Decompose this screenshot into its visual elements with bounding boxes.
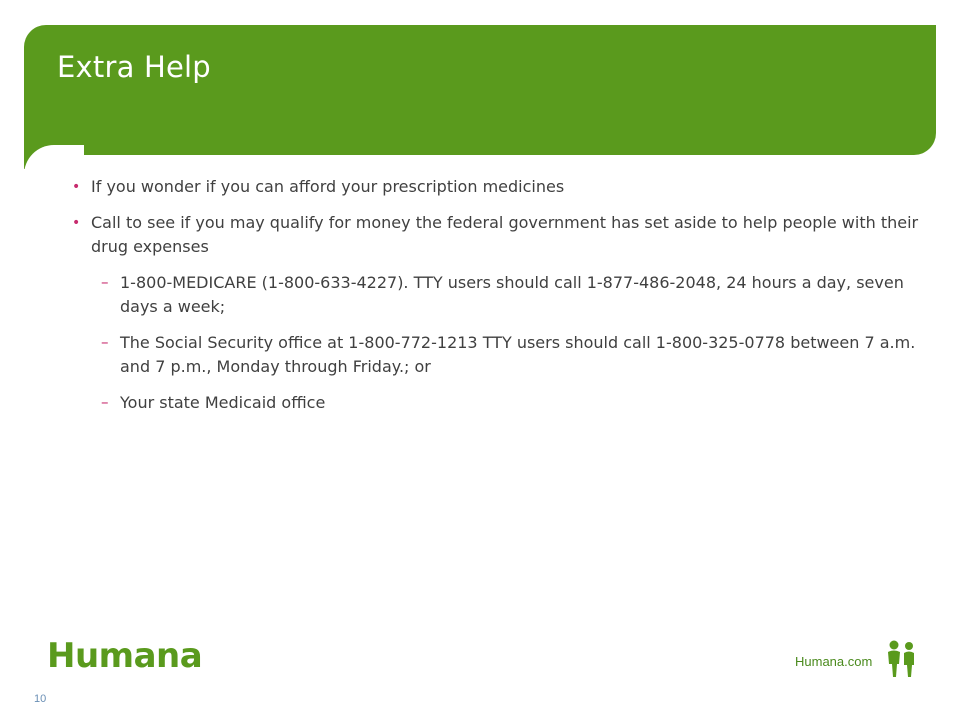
- sub-bullet-item: [72, 271, 922, 319]
- sub-bullet-marker: –: [101, 333, 109, 351]
- sub-bullet-text: 1-800-MEDICARE (1-800-633-4227). TTY users should call 1-877-486-2048, 24 hours a day, seven days a week;: [120, 273, 904, 316]
- sub-bullet-marker: –: [101, 273, 109, 291]
- bullet-text: Call to see if you may qualify for money the federal government has set aside to help people with their drug expenses: [91, 213, 919, 256]
- sub-bullet-item: [72, 331, 922, 379]
- bullet-item: [72, 175, 922, 199]
- slide-content: [72, 175, 922, 427]
- bullet-text: If you wonder if you can afford your prescription medicines: [91, 177, 565, 196]
- page-title: Extra Help: [57, 50, 211, 84]
- site-link[interactable]: Humana.com: [795, 654, 873, 669]
- sub-bullet-text: The Social Security office at 1-800-772-1213 TTY users should call 1-800-325-0778 between 7 a.m. and 7 p.m., Monday through Friday.; or: [120, 333, 916, 376]
- sub-bullet-text: Your state Medicaid office: [120, 393, 326, 412]
- page-number: 10: [34, 693, 47, 705]
- bullet-marker: •: [72, 215, 81, 231]
- bullet-marker: •: [72, 179, 81, 195]
- humana-logo: Humana: [47, 636, 203, 676]
- bullet-item: [72, 211, 922, 259]
- sub-bullet-item: [72, 391, 922, 415]
- header-band: [24, 25, 936, 155]
- sub-bullet-marker: –: [101, 393, 109, 411]
- people-icon: [883, 640, 919, 678]
